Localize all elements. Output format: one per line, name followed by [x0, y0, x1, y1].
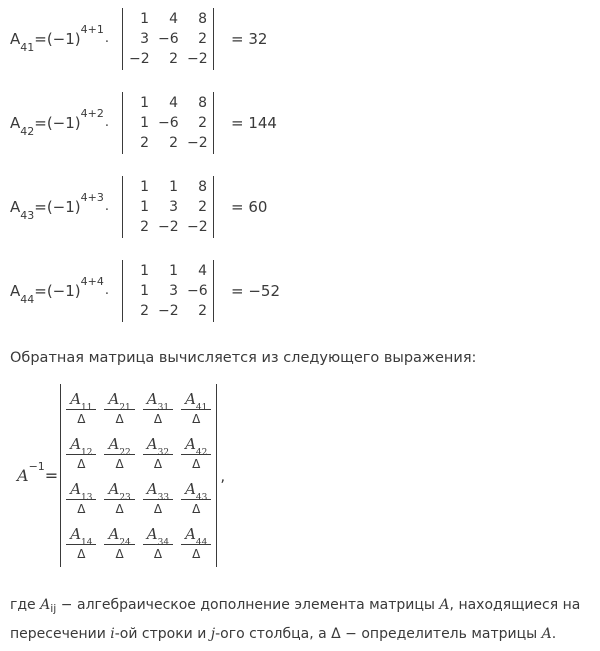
cofactor-fraction	[181, 435, 211, 471]
determinant-grid	[129, 177, 207, 237]
cofactor-subscript: 21	[119, 403, 131, 413]
multiplication-dot: .	[104, 199, 110, 214]
cofactor-fraction	[104, 435, 134, 471]
matrix-cell: 1	[140, 95, 149, 111]
cofactor-symbol: A	[185, 435, 196, 453]
fraction-denominator: Δ	[115, 412, 124, 426]
fraction-denominator: Δ	[77, 457, 86, 471]
matrix-cell: 1	[169, 263, 178, 279]
fraction-numerator	[143, 525, 173, 548]
fraction-numerator	[104, 480, 134, 503]
matrix-cell: −2	[187, 219, 208, 235]
cofactor-result: = −52	[231, 282, 280, 300]
cofactor-subscript: 43	[20, 209, 35, 222]
cofactor-subscript: 44	[20, 293, 35, 306]
cofactor-fraction	[104, 390, 134, 426]
sign-exponent: 4+1	[80, 23, 104, 36]
cofactor-symbol: A	[108, 525, 120, 543]
cofactor-subscript: 42	[20, 125, 35, 138]
fraction-denominator: Δ	[77, 412, 86, 426]
cofactor-equation	[10, 8, 600, 70]
fraction-numerator	[104, 390, 134, 413]
sign-factor: =(−1)	[34, 198, 81, 216]
cofactor-subscript: 11	[81, 403, 93, 413]
cofactor-fraction	[66, 390, 96, 426]
cofactor-fraction	[143, 480, 173, 516]
determinant-matrix	[122, 8, 214, 70]
matrix-cell: 2	[169, 135, 178, 151]
matrix-cell: 4	[169, 11, 178, 27]
fraction-numerator	[104, 525, 134, 548]
inverse-symbol	[17, 459, 59, 485]
cofactor-label	[10, 107, 122, 138]
fraction-numerator	[66, 390, 96, 413]
fraction-denominator: Δ	[153, 502, 163, 516]
text-run: .	[551, 626, 557, 642]
fraction-numerator	[143, 435, 173, 458]
fraction-denominator: Δ	[192, 502, 201, 516]
fraction-numerator	[66, 480, 96, 503]
matrix-cell: −6	[158, 115, 179, 131]
math-subscript: ij	[50, 602, 57, 615]
matrix-cell: 2	[140, 135, 149, 151]
cofactor-label	[10, 191, 122, 222]
matrix-cell: 1	[140, 115, 149, 131]
intro-text: Обратная матрица вычисляется из следующего выражения:	[10, 350, 477, 366]
fraction-denominator: Δ	[153, 412, 163, 426]
cofactor-symbol: A	[185, 480, 196, 498]
determinant-matrix	[122, 176, 214, 238]
fraction-grid	[66, 390, 211, 561]
fraction-denominator: Δ	[153, 457, 163, 471]
math-symbol: i	[110, 626, 115, 642]
cofactor-subscript: 22	[119, 448, 131, 458]
matrix-cell: 4	[198, 263, 207, 279]
equals-sign: =	[44, 466, 59, 485]
matrix-cell: 2	[140, 219, 149, 235]
math-symbol: j	[210, 626, 216, 642]
cofactor-symbol: A	[70, 480, 82, 498]
determinant-grid	[129, 261, 207, 321]
cofactor-result: = 144	[231, 114, 277, 132]
matrix-cell: 2	[198, 199, 207, 215]
matrix-cell: 3	[169, 283, 178, 299]
inverse-exponent: −1	[28, 459, 45, 473]
cofactor-subscript: 44	[195, 538, 208, 548]
fraction-numerator	[181, 435, 211, 458]
fraction-numerator	[181, 525, 211, 548]
text-run: пересечении	[10, 626, 111, 642]
cofactor-fraction	[181, 390, 211, 426]
cofactor-fraction	[66, 480, 96, 516]
cofactor-symbol: A	[146, 525, 158, 543]
multiplication-dot: .	[104, 31, 110, 46]
sign-factor: =(−1)	[34, 282, 81, 300]
matrix-cell: −2	[129, 51, 150, 67]
matrix-cell: −2	[158, 219, 179, 235]
fraction-denominator: Δ	[192, 412, 201, 426]
fraction-denominator: Δ	[115, 547, 124, 561]
sign-exponent: 4+3	[80, 191, 104, 204]
sign-factor: =(−1)	[34, 30, 81, 48]
cofactor-symbol: A	[108, 390, 120, 408]
fraction-denominator: Δ	[115, 457, 124, 471]
text-run: где	[10, 597, 41, 613]
fraction-numerator	[104, 435, 134, 458]
determinant-grid	[129, 93, 207, 153]
cofactor-subscript: 31	[157, 403, 170, 413]
determinant-grid	[129, 9, 207, 69]
matrix-cell: 2	[169, 51, 178, 67]
cofactor-fraction	[143, 435, 173, 471]
cofactor-subscript: 41	[20, 41, 35, 54]
cofactor-fraction	[181, 525, 211, 561]
trailing-comma: ,	[220, 466, 226, 485]
footnote-text	[10, 591, 600, 648]
cofactor-symbol: A	[185, 525, 196, 543]
matrix-cell: 3	[169, 199, 178, 215]
matrix-cell: 1	[140, 199, 149, 215]
matrix-cell: −6	[187, 283, 208, 299]
cofactor-fraction	[143, 390, 173, 426]
matrix-cell: 2	[198, 115, 207, 131]
fraction-numerator	[66, 435, 96, 458]
cofactor-symbol: A	[146, 480, 158, 498]
cofactor-equations	[10, 8, 600, 322]
matrix-cell: 2	[140, 303, 149, 319]
cofactor-subscript: 42	[195, 448, 208, 458]
matrix-cell: 1	[140, 263, 149, 279]
fraction-numerator	[181, 390, 211, 413]
cofactor-subscript: 13	[81, 493, 93, 503]
cofactor-symbol: A	[70, 435, 82, 453]
inverse-matrix-formula	[10, 384, 600, 567]
matrix-cell: 2	[198, 303, 207, 319]
math-symbol: A	[40, 597, 51, 613]
matrix-cell: 1	[140, 283, 149, 299]
cofactor-result: = 32	[231, 30, 268, 48]
fraction-numerator	[143, 390, 173, 413]
cofactor-fraction	[181, 480, 211, 516]
text-run: -ой строки и	[114, 626, 211, 642]
sign-exponent: 4+2	[80, 107, 104, 120]
matrix-cell: −2	[187, 135, 208, 151]
cofactor-fraction	[104, 480, 134, 516]
cofactor-symbol: A	[146, 435, 158, 453]
fraction-matrix	[60, 384, 217, 567]
cofactor-symbol: A	[185, 390, 196, 408]
matrix-cell: 8	[198, 179, 207, 195]
footnote-line	[10, 591, 600, 620]
matrix-cell: −2	[187, 51, 208, 67]
fraction-denominator: Δ	[77, 502, 86, 516]
cofactor-subscript: 41	[195, 403, 208, 413]
fraction-denominator: Δ	[115, 502, 124, 516]
cofactor-symbol: A	[146, 390, 158, 408]
determinant-matrix	[122, 92, 214, 154]
fraction-numerator	[143, 480, 173, 503]
cofactor-symbol: A	[108, 480, 120, 498]
matrix-cell: 4	[169, 95, 178, 111]
fraction-denominator: Δ	[153, 547, 163, 561]
fraction-denominator: Δ	[192, 457, 201, 471]
cofactor-subscript: 34	[157, 538, 170, 548]
matrix-a-symbol: A	[17, 466, 29, 485]
cofactor-fraction	[104, 525, 134, 561]
text-run: , находящиеся на	[449, 597, 581, 613]
cofactor-fraction	[66, 525, 96, 561]
cofactor-symbol: A	[10, 282, 21, 300]
matrix-cell: 2	[198, 31, 207, 47]
matrix-cell: 3	[140, 31, 149, 47]
cofactor-equation	[10, 260, 600, 322]
cofactor-symbol: A	[10, 198, 21, 216]
cofactor-fraction	[143, 525, 173, 561]
matrix-cell: 8	[198, 11, 207, 27]
cofactor-result: = 60	[231, 198, 268, 216]
cofactor-symbol: A	[10, 30, 21, 48]
fraction-numerator	[181, 480, 211, 503]
footnote-line	[10, 620, 600, 648]
cofactor-symbol: A	[108, 435, 120, 453]
cofactor-equation	[10, 176, 600, 238]
multiplication-dot: .	[104, 283, 110, 298]
matrix-cell: 1	[140, 11, 149, 27]
math-symbol: A	[541, 626, 552, 642]
cofactor-symbol: A	[10, 114, 21, 132]
cofactor-subscript: 24	[119, 538, 131, 548]
determinant-matrix	[122, 260, 214, 322]
cofactor-subscript: 14	[81, 538, 93, 548]
cofactor-subscript: 43	[195, 493, 208, 503]
fraction-denominator: Δ	[77, 547, 86, 561]
sign-factor: =(−1)	[34, 114, 81, 132]
math-symbol: A	[439, 597, 450, 613]
text-run: − алгебраическое дополнение элемента матрицы	[56, 597, 440, 613]
cofactor-symbol: A	[70, 390, 82, 408]
cofactor-subscript: 23	[119, 493, 131, 503]
sign-exponent: 4+4	[80, 275, 104, 288]
matrix-cell: 8	[198, 95, 207, 111]
text-run: -ого столбца, а Δ − определитель матрицы	[215, 626, 542, 642]
cofactor-fraction	[66, 435, 96, 471]
multiplication-dot: .	[104, 115, 110, 130]
cofactor-subscript: 32	[157, 448, 170, 458]
cofactor-label	[10, 275, 122, 306]
matrix-cell: 1	[169, 179, 178, 195]
cofactor-subscript: 33	[157, 493, 170, 503]
fraction-numerator	[66, 525, 96, 548]
fraction-denominator: Δ	[192, 547, 201, 561]
matrix-cell: 1	[140, 179, 149, 195]
cofactor-label	[10, 23, 122, 54]
cofactor-symbol: A	[70, 525, 82, 543]
cofactor-equation	[10, 92, 600, 154]
cofactor-subscript: 12	[81, 448, 93, 458]
matrix-cell: −6	[158, 31, 179, 47]
matrix-cell: −2	[158, 303, 179, 319]
